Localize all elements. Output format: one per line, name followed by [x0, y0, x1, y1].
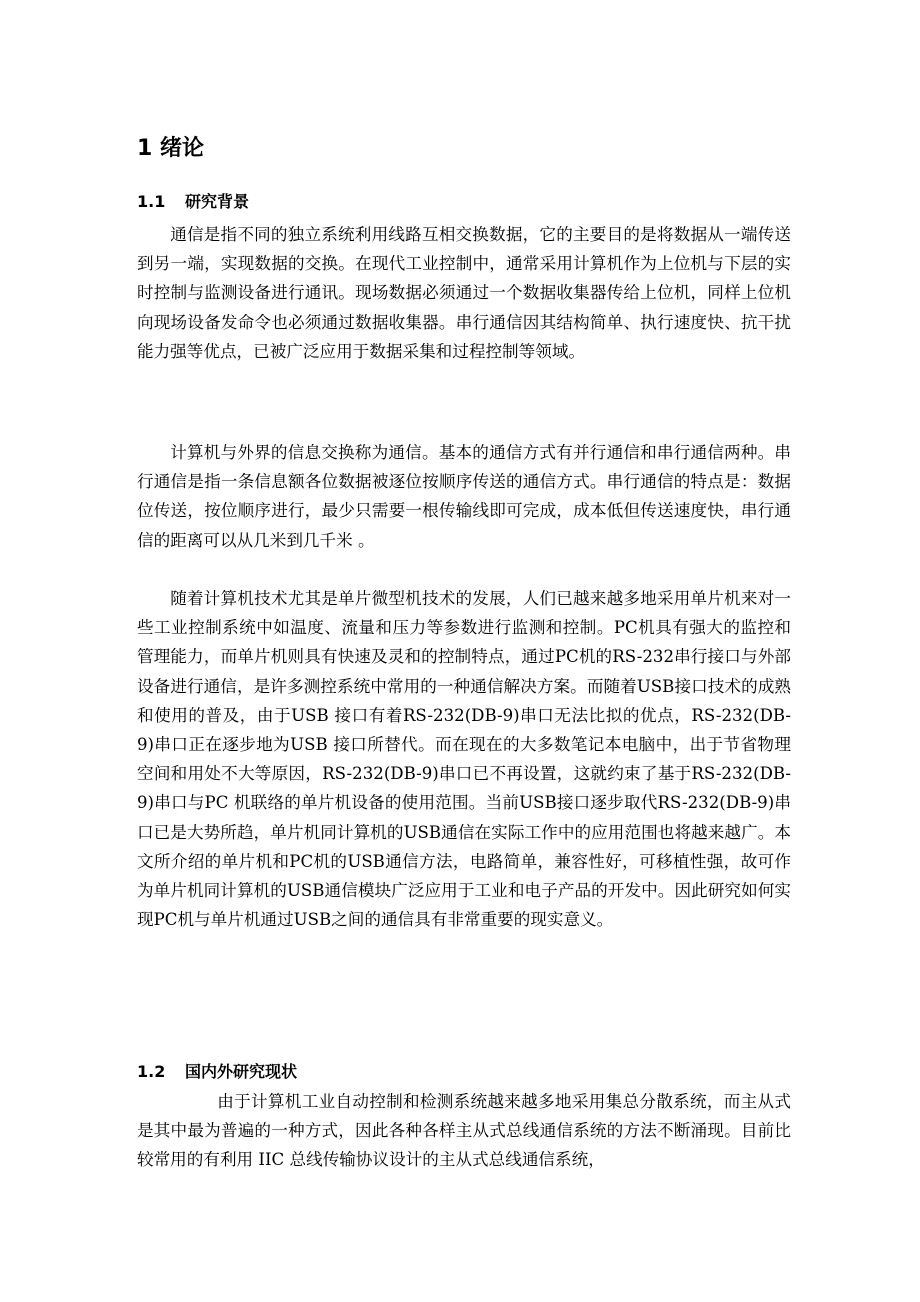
- section-number: 1.2: [137, 1062, 166, 1081]
- section-heading-1-2: [137, 1061, 297, 1083]
- paragraph-research-status: [137, 1087, 791, 1175]
- chapter-title: 1 绪论: [137, 136, 204, 161]
- section-title: 国内外研究现状: [185, 1062, 298, 1081]
- section-title: 研究背景: [185, 192, 250, 211]
- paragraph-serial-communication: 计算机与外界的信息交换称为通信。基本的通信方式有并行通信和串行通信两种。串行通信是指一条信息额各位数据被逐位按顺序传送的通信方式。串行通信的特点是：数据位传送，按位顺序进行，最少只需要一根传输线即可完成，成本低但传送速度快，串行通信的距离可以从几米到几千米 。: [137, 443, 791, 550]
- section-heading-1-1: [137, 191, 249, 213]
- paragraph-research-status-text: 由于计算机工业自动控制和检测系统越来越多地采用集总分散系统，而主从式是其中最为普遍的一种方式，因此各种各样主从式总线通信系统的方法不断涌现。目前比较常用的有利用 IIC 总线传输协议设计的主从式总线通信系统，: [137, 1092, 791, 1170]
- paragraph-usb-background: 随着计算机技术尤其是单片微型机技术的发展，人们已越来越多地采用单片机来对一些工业控制系统中如温度、流量和压力等参数进行监测和控制。PC机具有强大的监控和管理能力，而单片机则具有快速及灵和的控制特点，通过PC机的RS-232串行接口与外部设备进行通信，是许多测控系统中常用的一种通信解决方案。而随着USB接口技术的成熟和使用的普及，由于USB 接口有着RS-232(DB-9)串口无法比拟的优点，RS-232(DB-9)串口正在逐步地为USB 接口所替代。而在现在的大多数笔记本电脑中，出于节省物理空间和用处不大等原因，RS-232(DB-9)串口已不再设置，这就约束了基于RS-232(DB-9)串口与PC 机联络的单片机设备的使用范围。当前USB接口逐步取代RS-232(DB-9)串口已是大势所趋，单片机同计算机的USB通信在实际工作中的应用范围也将越来越广。本文所介绍的单片机和PC机的USB通信方法，电路简单，兼容性好，可移植性强，故可作为单片机同计算机的USB通信模块广泛应用于工业和电子产品的开发中。因此研究如何实现PC机与单片机通过USB之间的通信具有非常重要的现实意义。: [137, 589, 791, 930]
- paragraph-communication-definition: 通信是指不同的独立系统利用线路互相交换数据，它的主要目的是将数据从一端传送到另一端，实现数据的交换。在现代工业控制中，通常采用计算机作为上位机与下层的实时控制与监测设备进行通讯。现场数据必须通过一个数据收集器传给上位机，同样上位机向现场设备发命令也必须通过数据收集器。串行通信因其结构简单、执行速度快、抗干扰能力强等优点，已被广泛应用于数据采集和过程控制等领域。: [137, 225, 791, 361]
- section-number: 1.1: [137, 192, 166, 211]
